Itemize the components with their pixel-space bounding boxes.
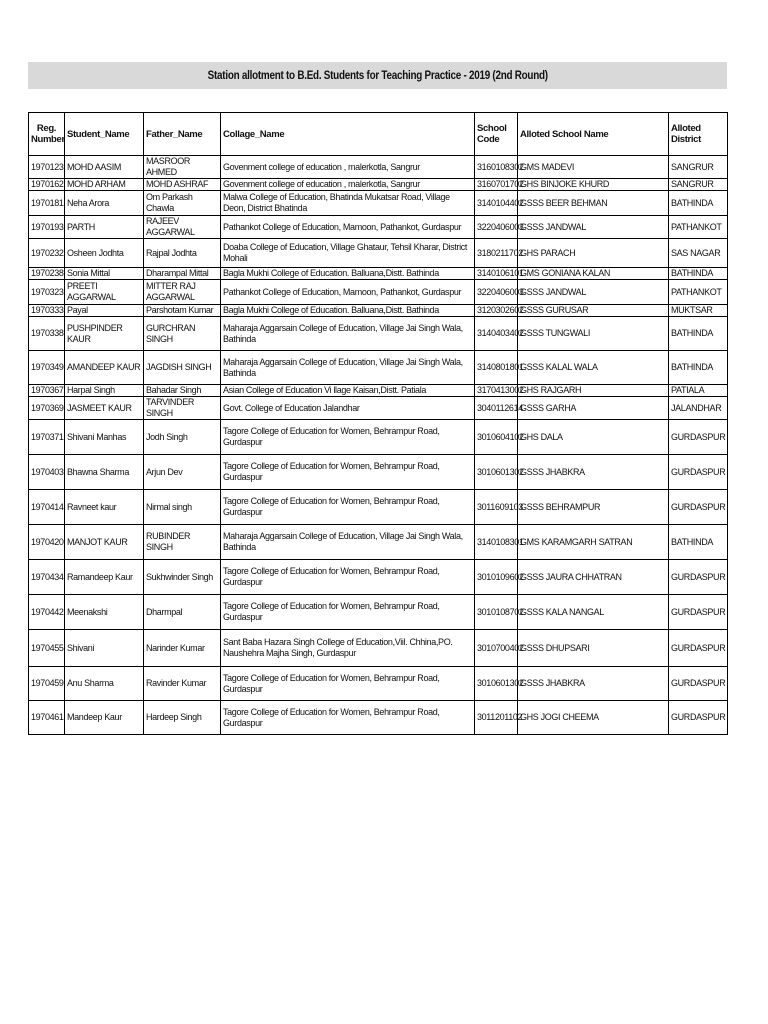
cell-school-code: 3010108702 [475,595,518,630]
cell-school-name: GSSS TUNGWALI [518,317,669,351]
cell-reg-number: 1970371 [29,420,65,455]
cell-student-name: Shivani [65,630,144,667]
cell-student-name: JASMEET KAUR [65,397,144,420]
cell-reg-number: 1970367 [29,385,65,397]
cell-father-name: TARVINDER SINGH [144,397,221,420]
cell-district: GURDASPUR [669,667,728,701]
cell-school-name: GSSS GARHA [518,397,669,420]
cell-reg-number: 1970442 [29,595,65,630]
cell-school-name: GHS JOGI CHEEMA [518,701,669,735]
cell-father-name: MITTER RAJ AGGARWAL [144,280,221,305]
table-row [29,351,728,385]
header-district: Alloted District [669,113,728,156]
cell-college-name: Pathankot College of Education, Mamoon, Pathankot, Gurdaspur [221,280,475,305]
cell-reg-number: 1970459 [29,667,65,701]
table-row [29,280,728,305]
cell-college-name: Bagla Mukhi College of Education. Balluana,Distt. Bathinda [221,305,475,317]
table-row [29,317,728,351]
cell-school-name: GSSS BEER BEHMAN [518,191,669,216]
cell-district: PATHANKOT [669,280,728,305]
table-header-row [29,113,728,156]
cell-student-name: AMANDEEP KAUR [65,351,144,385]
cell-school-name: GSSS DHUPSARI [518,630,669,667]
cell-district: MUKTSAR [669,305,728,317]
cell-school-code: 3011201102 [475,701,518,735]
cell-student-name: Osheen Jodhta [65,239,144,268]
table-row [29,455,728,490]
cell-father-name: Hardeep Singh [144,701,221,735]
cell-college-name: Tagore College of Education for Women, Behrampur Road, Gurdaspur [221,667,475,701]
table-row [29,305,728,317]
cell-father-name: RUBINDER SINGH [144,525,221,560]
cell-reg-number: 1970414 [29,490,65,525]
table-row [29,191,728,216]
cell-school-code: 3220406003 [475,280,518,305]
header-college-name: Collage_Name [221,113,475,156]
cell-school-code: 3140403402 [475,317,518,351]
cell-college-name: Tagore College of Education for Women, Behrampur Road, Gurdaspur [221,560,475,595]
cell-college-name: Tagore College of Education for Women, Behrampur Road, Gurdaspur [221,420,475,455]
table-row [29,525,728,560]
header-reg-number: Reg. Number [29,113,65,156]
cell-district: GURDASPUR [669,490,728,525]
cell-school-name: GSSS JAURA CHHATRAN [518,560,669,595]
cell-college-name: Govt. College of Education Jalandhar [221,397,475,420]
cell-school-code: 3010601302 [475,667,518,701]
cell-school-code: 3010700402 [475,630,518,667]
cell-reg-number: 1970333 [29,305,65,317]
cell-school-name: GSSS JANDWAL [518,216,669,239]
cell-district: PATIALA [669,385,728,397]
cell-student-name: PUSHPINDER KAUR [65,317,144,351]
cell-father-name: Sukhwinder Singh [144,560,221,595]
cell-student-name: Shivani Manhas [65,420,144,455]
cell-student-name: Mandeep Kaur [65,701,144,735]
cell-father-name: Dharmpal [144,595,221,630]
cell-school-name: GSSS BEHRAMPUR [518,490,669,525]
cell-district: SAS NAGAR [669,239,728,268]
cell-school-name: GMS KARAMGARH SATRAN [518,525,669,560]
cell-college-name: Malwa College of Education, Bhatinda Mukatsar Road, Village Deon, District Bhatinda [221,191,475,216]
cell-student-name: PARTH [65,216,144,239]
cell-reg-number: 1970434 [29,560,65,595]
table-row [29,490,728,525]
cell-father-name: Bahadar Singh [144,385,221,397]
header-school-name: Alloted School Name [518,113,669,156]
cell-school-name: GMS GONIANA KALAN [518,268,669,280]
cell-college-name: Sant Baba Hazara Singh College of Education,Viil. Chhina,PO. Naushehra Majha Singh, Gurdaspur [221,630,475,667]
cell-school-code: 3160108302 [475,156,518,179]
cell-reg-number: 1970323 [29,280,65,305]
cell-reg-number: 1970232 [29,239,65,268]
table-row [29,560,728,595]
cell-district: GURDASPUR [669,560,728,595]
table-row [29,701,728,735]
cell-father-name: Nirmal singh [144,490,221,525]
cell-reg-number: 1970455 [29,630,65,667]
cell-district: SANGRUR [669,156,728,179]
cell-college-name: Govenment college of education , malerkotla, Sangrur [221,156,475,179]
cell-school-code: 3140108301 [475,525,518,560]
cell-school-name: GHS RAJGARH [518,385,669,397]
table-row [29,397,728,420]
cell-school-name: GMS MADEVI [518,156,669,179]
cell-college-name: Doaba College of Education, Village Ghataur, Tehsil Kharar, District Mohali [221,239,475,268]
cell-reg-number: 1970238 [29,268,65,280]
cell-district: BATHINDA [669,317,728,351]
allotment-table [28,112,728,735]
cell-school-code: 3140106101 [475,268,518,280]
cell-reg-number: 1970369 [29,397,65,420]
cell-college-name: Tagore College of Education for Women, Behrampur Road, Gurdaspur [221,701,475,735]
cell-district: GURDASPUR [669,420,728,455]
cell-student-name: Ramandeep Kaur [65,560,144,595]
cell-school-name: GHS PARACH [518,239,669,268]
cell-reg-number: 1970420 [29,525,65,560]
table-body [29,156,728,735]
cell-father-name: Dharampal Mittal [144,268,221,280]
cell-father-name: Arjun Dev [144,455,221,490]
cell-student-name: MANJOT KAUR [65,525,144,560]
cell-college-name: Maharaja Aggarsain College of Education, Village Jai Singh Wala, Bathinda [221,317,475,351]
cell-school-code: 3160701702 [475,179,518,191]
cell-reg-number: 1970193 [29,216,65,239]
cell-school-code: 3140801801 [475,351,518,385]
cell-school-code: 3140104402 [475,191,518,216]
cell-father-name: MASROOR AHMED [144,156,221,179]
cell-district: BATHINDA [669,268,728,280]
cell-school-name: GHS DALA [518,420,669,455]
cell-district: GURDASPUR [669,455,728,490]
cell-school-name: GSSS JHABKRA [518,455,669,490]
title-bar [28,62,727,89]
table-row [29,420,728,455]
cell-school-name: GSSS KALA NANGAL [518,595,669,630]
cell-student-name: Meenakshi [65,595,144,630]
cell-school-code: 3011609103 [475,490,518,525]
cell-reg-number: 1970461 [29,701,65,735]
table-row [29,268,728,280]
cell-school-code: 3010109602 [475,560,518,595]
cell-father-name: Ravinder Kumar [144,667,221,701]
cell-district: JALANDHAR [669,397,728,420]
cell-college-name: Govenment college of education , malerkotla, Sangrur [221,179,475,191]
cell-father-name: JAGDISH SINGH [144,351,221,385]
table-row [29,216,728,239]
cell-school-name: GSSS GURUSAR [518,305,669,317]
table-row [29,156,728,179]
cell-district: SANGRUR [669,179,728,191]
cell-reg-number: 1970338 [29,317,65,351]
cell-school-name: GSSS JHABKRA [518,667,669,701]
header-school-code: School Code [475,113,518,156]
cell-college-name: Maharaja Aggarsain College of Education, Village Jai Singh Wala, Bathinda [221,351,475,385]
cell-reg-number: 1970403 [29,455,65,490]
table-row [29,595,728,630]
cell-student-name: MOHD AASIM [65,156,144,179]
cell-school-code: 3010601302 [475,455,518,490]
cell-college-name: Maharaja Aggarsain College of Education, Village Jai Singh Wala, Bathinda [221,525,475,560]
cell-student-name: Bhawna Sharma [65,455,144,490]
cell-school-code: 3010604102 [475,420,518,455]
cell-student-name: MOHD ARHAM [65,179,144,191]
cell-father-name: RAJEEV AGGARWAL [144,216,221,239]
cell-father-name: Om Parkash Chawla [144,191,221,216]
cell-reg-number: 1970123 [29,156,65,179]
cell-student-name: Payal [65,305,144,317]
table-row [29,667,728,701]
cell-student-name: Harpal Singh [65,385,144,397]
cell-district: GURDASPUR [669,630,728,667]
cell-father-name: MOHD ASHRAF [144,179,221,191]
cell-college-name: Pathankot College of Education, Mamoon, Pathankot, Gurdaspur [221,216,475,239]
cell-college-name: Tagore College of Education for Women, Behrampur Road, Gurdaspur [221,455,475,490]
cell-school-code: 3120302602 [475,305,518,317]
cell-district: BATHINDA [669,191,728,216]
cell-school-code: 3180211702 [475,239,518,268]
table-row [29,179,728,191]
cell-school-code: 3040112614 [475,397,518,420]
table-row [29,630,728,667]
cell-student-name: Ravneet kaur [65,490,144,525]
cell-father-name: GURCHRAN SINGH [144,317,221,351]
cell-reg-number: 1970162 [29,179,65,191]
cell-college-name: Tagore College of Education for Women, Behrampur Road, Gurdaspur [221,490,475,525]
cell-college-name: Asian College of Education Vi llage Kaisan,Distt. Patiala [221,385,475,397]
cell-student-name: Neha Arora [65,191,144,216]
header-student-name: Student_Name [65,113,144,156]
table-row [29,239,728,268]
cell-student-name: Anu Sharma [65,667,144,701]
cell-student-name: Sonia Mittal [65,268,144,280]
document-title: Station allotment to B.Ed. Students for Teaching Practice - 2019 (2nd Round) [207,69,548,82]
cell-student-name: PREETI AGGARWAL [65,280,144,305]
cell-father-name: Narinder Kumar [144,630,221,667]
cell-school-name: GHS BINJOKE KHURD [518,179,669,191]
cell-reg-number: 1970181 [29,191,65,216]
cell-district: GURDASPUR [669,595,728,630]
cell-school-name: GSSS KALAL WALA [518,351,669,385]
cell-father-name: Jodh Singh [144,420,221,455]
table-row [29,385,728,397]
cell-college-name: Tagore College of Education for Women, Behrampur Road, Gurdaspur [221,595,475,630]
cell-district: GURDASPUR [669,701,728,735]
cell-reg-number: 1970349 [29,351,65,385]
cell-father-name: Rajpal Jodhta [144,239,221,268]
cell-school-code: 3170413002 [475,385,518,397]
cell-district: BATHINDA [669,525,728,560]
cell-district: BATHINDA [669,351,728,385]
cell-college-name: Bagla Mukhi College of Education. Balluana,Distt. Bathinda [221,268,475,280]
cell-father-name: Parshotam Kumar [144,305,221,317]
cell-school-name: GSSS JANDWAL [518,280,669,305]
header-father-name: Father_Name [144,113,221,156]
cell-school-code: 3220406003 [475,216,518,239]
cell-district: PATHANKOT [669,216,728,239]
